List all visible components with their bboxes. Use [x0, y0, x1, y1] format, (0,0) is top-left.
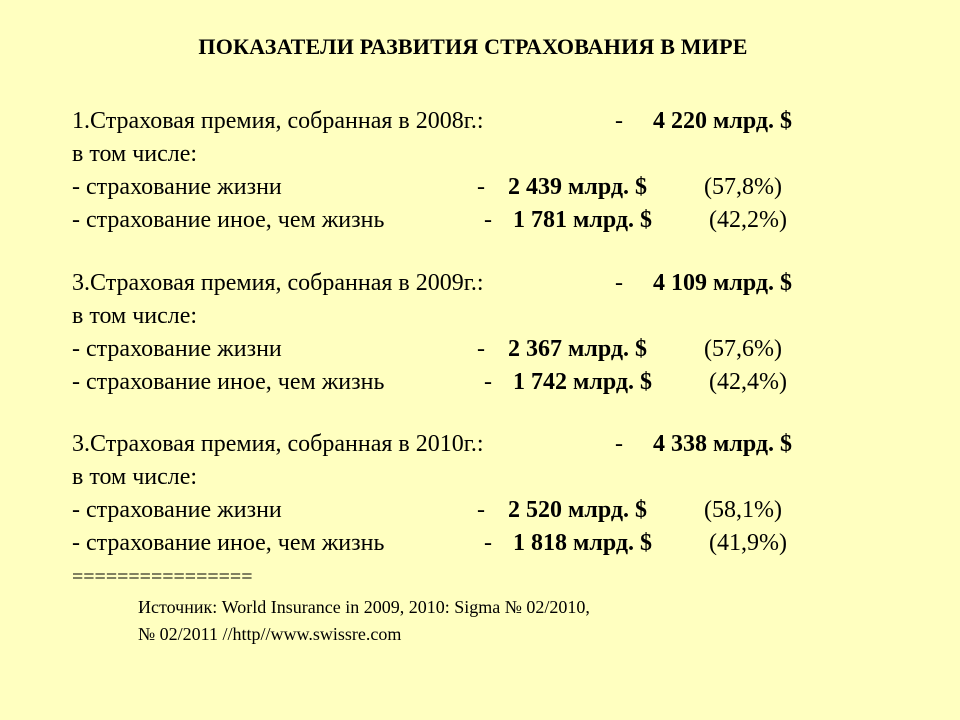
- other-value: 1 781 млрд. $: [513, 207, 652, 233]
- source-line-1: Источник: World Insurance in 2009, 2010: Sigma № 02/2010,: [138, 597, 590, 617]
- total-dash: -: [615, 108, 623, 134]
- total-row: [72, 108, 872, 141]
- section-heading: 3.Страховая премия, собранная в 2010г.:: [72, 431, 484, 457]
- premium-section-2008: [72, 108, 872, 240]
- life-dash: -: [477, 336, 485, 362]
- other-value: 1 818 млрд. $: [513, 530, 652, 556]
- other-dash: -: [484, 369, 492, 395]
- other-label: - страхование иное, чем жизнь: [72, 369, 385, 395]
- life-row: [72, 336, 872, 369]
- life-label: - страхование жизни: [72, 174, 282, 200]
- section-heading: 1.Страховая премия, собранная в 2008г.:: [72, 108, 484, 134]
- total-value: 4 338 млрд. $: [653, 431, 792, 457]
- life-share: (58,1%): [704, 497, 782, 523]
- other-share: (41,9%): [709, 530, 787, 556]
- life-row: [72, 497, 872, 530]
- total-row: [72, 431, 872, 464]
- premium-section-2009: [72, 270, 872, 402]
- other-label: - страхование иное, чем жизнь: [72, 530, 385, 556]
- other-share: (42,4%): [709, 369, 787, 395]
- other-label: - страхование иное, чем жизнь: [72, 207, 385, 233]
- life-share: (57,6%): [704, 336, 782, 362]
- life-label: - страхование жизни: [72, 336, 282, 362]
- total-dash: -: [615, 431, 623, 457]
- other-row: [72, 530, 872, 563]
- separator-line: ================: [72, 566, 253, 588]
- sub-label: в том числе:: [72, 303, 198, 329]
- life-dash: -: [477, 497, 485, 523]
- sub-row: [72, 303, 872, 336]
- life-value: 2 439 млрд. $: [508, 174, 647, 200]
- life-value: 2 367 млрд. $: [508, 336, 647, 362]
- page-title: ПОКАЗАТЕЛИ РАЗВИТИЯ СТРАХОВАНИЯ В МИРЕ: [198, 34, 748, 59]
- other-row: [72, 207, 872, 240]
- other-value: 1 742 млрд. $: [513, 369, 652, 395]
- total-row: [72, 270, 872, 303]
- total-value: 4 220 млрд. $: [653, 108, 792, 134]
- sub-row: [72, 141, 872, 174]
- sub-label: в том числе:: [72, 464, 198, 490]
- sub-row: [72, 464, 872, 497]
- section-heading: 3.Страховая премия, собранная в 2009г.:: [72, 270, 484, 296]
- life-row: [72, 174, 872, 207]
- life-share: (57,8%): [704, 174, 782, 200]
- other-dash: -: [484, 530, 492, 556]
- total-dash: -: [615, 270, 623, 296]
- other-dash: -: [484, 207, 492, 233]
- life-label: - страхование жизни: [72, 497, 282, 523]
- source-line-2: № 02/2011 //http//www.swissre.com: [138, 624, 402, 644]
- life-value: 2 520 млрд. $: [508, 497, 647, 523]
- premium-section-2010: [72, 431, 872, 563]
- other-share: (42,2%): [709, 207, 787, 233]
- other-row: [72, 369, 872, 402]
- sub-label: в том числе:: [72, 141, 198, 167]
- life-dash: -: [477, 174, 485, 200]
- total-value: 4 109 млрд. $: [653, 270, 792, 296]
